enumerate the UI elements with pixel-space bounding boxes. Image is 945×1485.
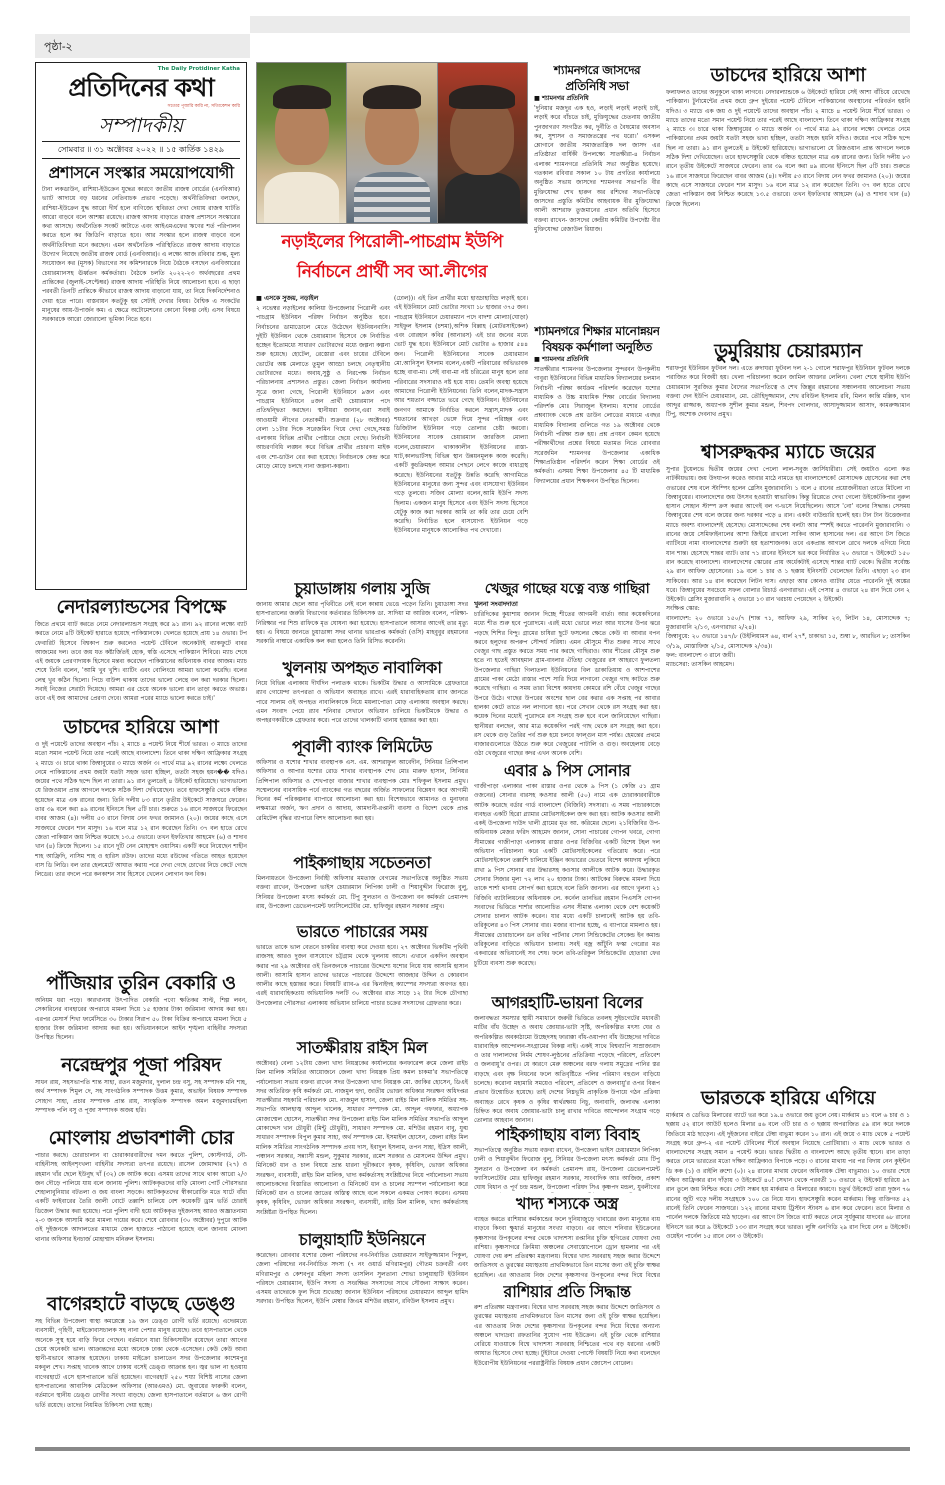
story-headline: রাশিয়ার প্রতি সিদ্ধান্ত — [503, 1282, 631, 1301]
story-headline: খেজুর গাছের যত্নে ব্যস্ত গাছিরা — [484, 581, 650, 597]
story-headline: বাগেরহাটে বাড়ছে ডেঙ্গু — [46, 1293, 236, 1315]
candidate-photo — [438, 63, 527, 223]
story-headline: পাইকগাছায় সচেতনতা — [293, 853, 431, 872]
story-body: ও দুই পয়েন্টে তাদের অবস্থান পাঁচ। ২ ম্যাচে ৪ পয়েন্ট নিয়ে শীর্ষে ভারত। ৩ ম্যাচে তাদের মতো সমান পয়েন্ট নিয়ে তার পরেই আছে বাংলাদেশ। তিনে থাকা দক্ষিণ আফ্রিকার সংগ্রহ ২ ম্যাচে ৩। চারে থাকা জিম্বাবুয়ের ৩ ম্যাচে অর্জন ৩। পার্থে মাত্র ৯২ রানের লক্ষ্যে খেলতে নেমে পাকিস্তানের প্রথম জয়টা যতটা সহজ ভাবা হচ্ছিল, ততটা সহজ হয়ন�� যদিও। জয়ের পথে সঠিক ছন্দে ছিল না তারা। ৯১ রান তুলতেই ৪ উইকেট হারিয়েছে। ভাগ্যভালো যে রিজওয়ান প্রান্ত আগলে দলকে সঠিক দিশা দেখিয়েছেন। তবে হাফসেঞ্চুরি থেকে বঞ্চিত হয়েছেন মাত্র এক রানের জন্য। তিনি দলীয় ৮৩ রানে তৃতীয় উইকেটে সাজঘরে ফেরেন। তার ৩৯ বলে করা ৪৯ রানের ইনিংসে ছিল ৫টি চার। শুরুতে ১৬ রানে সাজঘরে ফিরেছেন বাবর আজম (৪)। দলীয় ৫৩ রানে বিদায় নেন ফখর জামানও (২০)। জয়ের কাছে এসে সাজঘরে ফেরেন শান মাসুদ। ১৬ বলে মাত্র ১২ রান করেছেন তিনি। ৩৭ বল হাতে রেখে জেতা পাকিস্তান জয় নিশ্চিত করেছে ১৩.৫ ওভারে। তখন ইফতিখার আহমেদ (৬) ও শাদাব খান (৪) ক্রিজে ছিলেন। ১৫ রানে দুটি নেন মোহাম্মদ ওয়াসিম। একটি করে নিয়েছেন শাহীন শাহ আফ্রিদি, নাসিম শাহ ও হারিস রউফ। তাদের মধ্যে রউফের গতিতে আহত হয়েছেন বাস ডি লিডি। বল তার হেলমেটে আঘাত করায় পরে দেখা গেছে চোখের নিচে কেটে গেছে লিডের। তার বদলে পরে কনকাশন সাব হিসেবে খেলেন লোগান ফন বিক। — [35, 741, 247, 879]
candidate-photo — [257, 63, 346, 223]
story-body: রুশ প্রতিরক্ষা মন্ত্রণালয়। বিশ্বের খাদ্য সরবরাহ সহজ করার উদ্দেশে জাতিসংঘ ও তুরস্কের মধ্যস্থতায় প্রাথমিকভাবে তিন মাসের জন্য ওই চুক্তি স্বাক্ষর হয়েছিল। এর আওতায় নিজ দেশের কৃষ্ণসাগর উপকূলের বন্দর দিয়ে বিশ্বের অন্যান্য অঞ্চলে খাদ্যদ্রব্য রফতানির সুযোগ পায় ইউক্রেন। এই চুক্তি থেকে রাশিয়ার বেরিয়ে যাওয়াকে বিশ্বে খাদ্যশস্য সরবরাহ নিশ্চিতের পথে বড় ধরনের একটি আঘাত হিসেবে দেখা হচ্ছে। টুইটারে দেওয়া পোস্টে বিষয়টি নিয়ে কথা বলেছেন ইউরোপীয় ইউনিয়নের পররাষ্ট্রনীতি বিষয়ক প্রধান জোসেপ বোরেল। — [474, 1304, 660, 1367]
dateline: সোমবার ॥ ৩১ অক্টোবর ২০২২ ॥ ১৫ কার্তিক ১৪২৯ — [42, 141, 240, 159]
story-body: সাতক্ষীরার শ্যামনগর উপজেলার সুন্দরবন উপকূলীয় গাবুরা ইউনিয়নের বিভিন্ন মাধ্যমিক বিদ্যালয়ের চলমান নির্বাচনী পরিক্ষা কার্যক্রম পরিদর্শন করেছেন যশোর মাধ্যমিক ও উচ্চ মাধ্যমিক শিক্ষা বোর্ডের বিদ্যালয় পরিদর্শক মোঃ সিরাজুল ইসলাম। যশোর বোর্ডের প্রশ্নব্যাংক থেকে প্রশ্ন ডাউন লোডের মাধ্যমে এবছর মাধ্যমিক বিদ্যালয় গুলিতে গত ১৯ অক্টোবর থেকে নির্বাচনী পরিক্ষা শুরু হয়। প্রশ্ন প্রণয়ন কেমন হয়েছে পরীক্ষার্থীদের প্রশ্নের বিষয়ে মতামত নিতে রোববার সরেজমিন শ্যামনগর উপজেলার একাধিক শিক্ষাপ্রতিষ্ঠান পরিদর্শন করেন শিক্ষা বোর্ডের ওই কর্মকর্তা। এসময় শিক্ষা উপজেলার ৪৫ টি মাধ্যমিক বিদ্যালয়ের প্রধান শিক্ষকগন উপস্থিত ছিলেন। — [534, 366, 660, 485]
lead-photos — [256, 62, 528, 224]
masthead-tagline: সত্যের পূজারি কারি না, সত্যিকেশন কারি — [167, 104, 240, 109]
story — [256, 736, 468, 852]
story-headline: আগরহাটি-ভায়না বিলের — [491, 993, 643, 1012]
mid-right-column — [474, 578, 660, 1446]
story-byline: খুলনা সংবাদদাতা — [474, 601, 518, 608]
narrow-column — [534, 62, 660, 572]
story-body: 'দুনিয়ার মজদুর এক হও, লড়াই লড়াই লড়াই চাই, লড়াই করে বাঁচতে চাই, মুক্তিযুদ্ধের চেতনায় জাতীয় পুনজাগরণ সংগঠিত কর, দুর্নীতি ও বৈষম্যের অবসান কর, সুশাসন ও সমাজতন্ত্রের পথ ধরো।' এসকল শ্লোগানে জাতীয় সমাজতান্ত্রিক দল জাসদ এর প্রতিষ্ঠাতা বার্ষিকী উপলক্ষ্যে সাতক্ষীরা-৪ নির্বাচন এলাকা শ্যামনগরে প্রতিনিধি সভা অনুষ্ঠিত হয়েছে। গতকাল রবিবার সকাল ১০ টায় প্রগতির কার্যালয়ে অনুষ্ঠিত সভায় জাসদের শ্যামনগর সভাপতি বীর মুক্তিযোদ্ধা শেখ হারুন অর রশিদের সভাপতিত্বে জাসদের প্রস্তুতি কমিটির আহবায়ক বীর মুক্তিযোদ্ধা আলী আশরাফ তুজমানের প্রধান অতিথি হিসেবে বক্তব্য রাখেন- জাসদের কেন্দ্রীয় কমিটির উপদেষ্টা বীর মুক্তিযোদ্ধা রেজাউল রিয়াজ। — [534, 105, 660, 233]
story — [474, 1281, 660, 1369]
story — [474, 1124, 660, 1193]
story-body: পাচার করছে। চোরাচালান বা চোরাকারবারীদের দমন করতে পুলিশ, কোস্টগার্ড, নৌ-বাহিনীসহ আইনশৃংখলা বাহিনীর সদস্যরা তৎপর রয়েছে। রাসেল জোমাদ্দার (২৭) ও রহমান খাঁর ছেলে ইউনুছ খাঁ (৩২) কে আটক করে। এসময় তাদের সাথে থাকা আরো ২/৩ জন দৌড়ে পালিয়ে যায় বলে জানায় পুলিশ। আটককৃতদের বাড়ি মোংলা পোর্ট পৌরসভার শেহালাবুনিয়ার বটতলা ও জয় বাংলা সড়কে। আটককৃতদের স্বীকারোক্তি মতে ঘাটে বাঁধা একটি ফাইবারের তৈরি জালী বোটে তল্লাশি চালিয়ে বেশ কয়েকটি ড্রাম ভর্তি চোরাই ডিজেল উদ্ধার করা হয়েছে। পরে পুলিশ বাদী হয়ে আটককৃত দুইজনসহ আরও অজ্ঞাতনামা ২-৩ জনকে আসামি করে মামলা দায়ের করে। শেষে রোববার (৩০ অক্টোবর) দুপুরে আটক ওই দুইজনকে আদালতের মাধ্যমে জেল হাজতে পাঠানো হয়েছে বলে জানায় মোংলা থানার অফিসার ইনচার্জ মোহাম্মাদ মনিরুল ইসলাম। — [35, 1152, 247, 1243]
story-body: চারিদিকের কুয়াশায় জানান দিচ্ছে শীতের আগমনী বার্তা। আর কয়েকদিনের মধ্যে শীত শুরু হবে পুরোদমে। এরই মধ্যে ভোরে লতা আর ঘাসের উপর ঝরে পড়ছে শিশির বিন্দু। গ্রামের চাষিরা ছুটে ফসলের ক্ষেতে কেউ বা আবার বপন করবে হলুদের অপরুপ সৌন্দর্য সরিষা। এমন মৌসুমে শীত শুরুর সাথে সাথে খেজুর গাছ প্রস্তুত করতে সময় পার করছে গাছিরাও। আর শীতের মৌসুম শুরু হতে না হতেই আবহমান গ্রাম-বাংলার ঐতিহ্য খেজুরের রস আহরণে ফুলতলা উপজেলার গাছিরা গিলাতলা ইউনিয়নের বিল ডাকাতিয়ায় ও আশপাশের গ্রামের পাকা মেঠো রাস্তার পাশে সারি দিয়ে লাগানো খেজুর গাছ কাটতে শুরু করেছে গাছিরা। এ সময় তারা বিশেষ কায়দায় কোমরে রশি বেঁধে খেজুর গাছের উপরে উঠে। গাছের উপরের অংশের ছাল বের করার এক সপ্তাহ পর আবার হালকা কেটে তাতে নল লাগানো হয়। পরে সেখান থেকে রস সংগ্রহ করা হয়। কয়েক দিনের মধ্যেই পুরোদমে রস সংগ্রহ শুরু হবে বলে জানিয়েছেন গাছিরা। স্থানীয়রা বলছেন, আর মাত্র কয়েকদিন পরই গাছ থেকে রস সংগ্রহ করা হবে। রস থেকে গুড় তৈরির পর্ব শুরু হয়ে চলবে ফাল্গুন মাস পর্যন্ত। হেমন্তের প্রথমে বাজারগুলোতে উঠতে শুরু করে খেজুরের পাটালি ও গুড়। অবহেলায় বেড়ে ওঠা খেজুরের গাছের কদর এখন অনেক বেশি। — [474, 611, 660, 758]
story-body: জলাবদ্ধতা সমস্যার স্থায়ী সমাধানে জরুরী ভিত্তিতে তবলহ সুইচগেটের মধ্যবর্তী মাটির বাঁধ উচ্ছেদ ও অবাধ জোয়ার-ভাটা সৃষ্টি, অপরিকল্পিত মৎস্য ঘের ও অপরিকল্পিত অবকাঠামো উচ্ছেদসহ ফারাক্কা বাঁধ-ওয়াপদা বাঁধ উচ্ছেদের দাবিতে ধারাবাহিক আন্দোলন-সংগ্রামের বিকল্প নাই। একই সাথে বিশ্বব্যাপি সাম্রাজ্যবাদ ও তার দালালদের নির্মম শোষণ-লুণ্ঠনের প্রতিক্রিয়া পড়েছে পরিবেশ, প্রতিবেশ ও জলবায়ু'র ওপর। যে কারণে মেরু অঞ্চলের বরফ গলায় সমুদ্রের পানির স্তর বাড়ছে এবং বৃক্ষ নিধনের ফলে অতিবৃষ্টিতে পলির পরিমাণ বহুগুন বাড়িয়ে চলেছে। করোনা মহামারি সময়েও পরিবেশ, প্রতিবেশ ও জলবায়ু'র ওপর বিরূপ প্রভাব উন্মোচিত হয়েছে। তাই দেশের নিম্নভূমি প্রাকৃতিক উপায়ে গঠন প্রক্রিয়া অব্যাহত রেখে কৃষক ও কৃষির স্বার্থরক্ষায় নিচু, অনাবাদি, জলাবদ্ধ এলাকা চিহ্নিত করে অবাধ জোয়ার-ভাটা চালু রাখার দাবিতে আন্দোলন সংগ্রাম গড়ে তোলার আহবান জানান। — [474, 1015, 660, 1124]
masthead-title: প্রতিদিনের কথা — [68, 73, 214, 102]
story — [35, 1052, 247, 1125]
editorial-box — [35, 62, 247, 590]
story — [256, 1037, 468, 1229]
story — [35, 1125, 247, 1291]
story-body: মার্করাম ও ডেভিড মিলারের ব্যাটে ভর করে ১৯.৪ ওভারে জয় তুলে নেয়। মার্করাম ৪১ বলে ৬ চার ও ১ ছক্কায় ৫২ রানে আউট হলেও মিলার ৪৬ বলে ৩টি চার ও ৩ ছক্কায় অপরাজিত ৫৯ রান করে দলকে জিতিয়ে মাঠ ছাড়েন। এই দুইজনের বাইরে টেম্বা বাভুমা করেন ১০ রান। এই জয়ে ৩ ম্যাচ থেকে ৫ পয়েন্ট সংগ্রহ করে গ্রুপ-২ এর পয়েন্ট টেবিলের শীর্ষে অবস্থান নিয়েছে প্রোটিয়ারা। ৩ ম্যাচ থেকে ভারত ও বাংলাদেশের সংগ্রহ সমান ৪ পয়েন্ট করে। ভারত দ্বিতীয় ও বাংলাদেশ আছে তৃতীয় স্থানে। রান তাড়া করতে নেমে ভারতের মতো দক্ষিণ আফ্রিকাও বিপাকে পড়ে। ৩ রানের মাথায় পর পর বিদায় নেন কুইন্টন ডি কক (১) ও রাইলি রুশো (০)। ২৪ রানের মাথায় ফেরেন অধিনায়ক টেম্বা বাভুমাও। ১০ ওভার শেষে দক্ষিণ আফ্রিকার রান দাঁড়ায় ৩ উইকেটে ৪০! সেখান থেকে পরবর্তী ১০ ওভারে ২ উইকেট হারিয়ে ৯৭ রান তুলে জয় নিশ্চিত করে। সেটা সম্ভব হয় মার্করাম ও মিলারের কারণে। চতুর্থ উইকেটে তারা দুজন ৭৬ রানের জুটি গড়ে দলীয় সংগ্রহকে ১০০ তে নিয়ে যান। হাফসেঞ্চুরি করেন মার্করাম। কিন্তু ব্যক্তিগত ৫২ রানেই তিনি ফেরেন সাজঘরে। ১২২ রানের মাথায় ট্রিস্টান স্টাবস ৬ রান করে ফেরেন। তবে মিলার ও পার্নেল দলকে জিতিয়ে মাঠ ছাড়েন। এর আগে টস জিতে ব্যাট করতে নেমে সূর্যকুমার যাদবের ৬৮ রানের ইনিংসে ভর করে ৯ উইকেটে ১৩৩ রান সংগ্রহ করে ভারত। লুঙ্গি এনগিডি ২৯ রান দিয়ে নেন ৪ উইকেট। ওয়েইন পার্নেল ১৫ রানে নেন ৩ উইকেট। — [666, 1112, 910, 1240]
masthead — [36, 63, 246, 111]
story-headline: ভারতে পাচারের সময় — [296, 922, 428, 941]
story — [256, 578, 468, 657]
mid-left-column — [256, 578, 468, 1446]
story-headline: ভারতকে হারিয়ে এগিয়ে — [701, 1087, 875, 1109]
story-body: করেছেন। রোববার যশোর জেলা পরিষদের নব-নির্বাচিত চেয়ারম্যান সাইফুজ্জামান পিকুল, জেলা পরিষদের নব-নির্বাচিত সদস্য (৭ নং ওয়ার্ড মণিরামপুর) গৌতম চক্রবর্তী এবং মণিরামপুর ও কেশবপুর মহিলা সদস্য তাসলিন সুলতানা শোভা চালুয়াহাটি ইউনিয়ন পরিষদে চেয়ারম্যান, ইউপি সদস্য ও সংরক্ষিত সদস্যদের সাথে সৌজন্য সাক্ষাৎ করেন। এসময় তাদেরকে ফুল দিয়ে শুভেচ্ছা জানান ইউনিয়ন পরিষদের চেয়ারম্যান আব্দুল হামিদ সরদার। উপস্থিত ছিলেন, ইউপি মেম্বার জিএম মশিউর রহমান, রবিউল ইসলাম প্রমুখ। — [256, 1252, 468, 1306]
story — [256, 1229, 468, 1317]
story-body: জানায় আমার ছেলে আর পৃথিবীতে নেই বলে কান্নায় ভেঙে পড়েন তিনি। চুয়াডাঙ্গা সদর হাসপাতালের জরুরি বিভাগের কর্তব্যরত চিকিৎসক ডা. সাদিয়া মা আরিজ বলেন, পরিক্ষা-নিরিক্ষার পর শিশু রাফিকে মৃত ঘোষনা করা হয়েছে। হাসপাতালে আসার আগেই তার মৃত্যু হয়। এ বিষয়ে জানতে চুয়াডাঙ্গা সদর থানার ভারপ্রাপ্ত কর্মকর্তা (ওসি) মাহবুবুর রহমানের সরকারি নাম্বারে একাধিক কল করা হলেও তিনি রিসিভ করেননি। — [256, 601, 468, 646]
left-column — [35, 594, 247, 1446]
story-headline: নরেন্দ্রপুর পূজা পরিষদ — [61, 1054, 221, 1076]
lead-body-right — [394, 294, 528, 574]
editorial-body: টানা লকডাউন, রাশিয়া-ইউক্রেন যুদ্ধের কারণে জাতীয় রাজস্ব বোর্ডের (এনবিআর) ভ্যাট আদায়ে বড় ধরনের নেতিবাচক প্রভাব পড়েছে। অর্থনীতিবিদরা বলছেন, রাশিয়া-ইউক্রেন যুদ্ধ আরো দীর্ঘ হলে বাণিজ্যে স্থবিরতা দেখা দেয়ায় রাজস্ব ঘাটতি আরো বাড়বে বলে আশঙ্কা রয়েছে। রাজস্ব আদায় বাড়াতে রাজস্ব প্রশাসনে সংস্কারের কথা আসছে। অর্থনৈতিক সংকট কাটাতে এবং আইএমএফের ঋণের শর্ত পরিপালন করতে হলে কর জিডিপি বাড়াতে হবে। আর সংস্কার হলে রাজস্ব বাড়বে বলে অর্থনীতিবিদরা মনে করছেন। এমন অর্থনৈতিক পরিস্থিতিতে রাজস্ব আদায় বাড়াতে উদ্যোগ নিয়েছে জাতীয় রাজস্ব বোর্ড (এনবিআর)। এ লক্ষ্যে আজ রবিবার শুল্ক, মূল্য সংযোজন কর (মূসক) বিভাগের সব কমিশনারকে নিয়ে বৈঠকে বসছেন এনবিআরের চেয়ারম্যানসহ ঊর্ধ্বতন কর্মকর্তারা। বৈঠকে চলতি ২০২২-২৩ অর্থবছরের প্রথম প্রান্তিকের (জুলাই-সেপ্টেম্বর) রাজস্ব আদায় পরিস্থিতি নিয়ে আলোচনা হবে। এ ছাড়া পরবর্তী তিনটি প্রান্তিকে কীভাবে রাজস্ব আদায় বাড়ানো যায়, তা নিয়ে দিকনির্দেশনাও দেয়া হতে পারে। বাস্তবায়ন কতটুকু হয় সেটাই দেখার বিষয়। বৈশ্বিক এ সংকটের মানুষের আয়-উপার্জন কম। এ ক্ষেত্রে অটোমেশনের কোনো বিকল্প নেই। এসব বিষয়ে সরকারকে আরো জোরালো ভূমিকা নিতে হবে। — [42, 186, 240, 324]
masthead-english-title: The Daily Protidiner Katha — [157, 66, 240, 72]
story — [666, 1085, 910, 1421]
story — [35, 1291, 247, 1446]
story — [666, 62, 910, 338]
story-headline: চুয়াডাঙ্গায় গলায় সুজি — [294, 579, 430, 598]
story-headline: খুলনায় অপহৃত নাবালিকা — [282, 658, 442, 677]
candidate-photo — [347, 63, 436, 223]
story — [35, 714, 247, 970]
lead-byline: ■ এসকে সুজয়, নড়াইল — [256, 295, 319, 302]
story — [474, 578, 660, 760]
page-number: পৃষ্ঠা-২ — [44, 40, 73, 53]
story — [35, 970, 247, 1052]
story-body: সভাপতিত্বে অনুষ্ঠিত সভায় বক্তব্য রাখেন, উপজেলা ভাইস চেয়ারম্যান লিপিকা ঢালী ও শিয়াবুদ্দীন ফিরোজ বুলু, সিনিয়র উপজেলা মৎস্য কর্মকর্তা মোঃ টিপু সুলতান ও উপজেলা বন কর্মকর্তা প্রেমানন্দ রায়, উপজেলা ডেভেলপমেন্ট ফ্যাসিলেটেটর মোঃ হাফিজুর রহমান সরকার, সাংবাদিক আঃ আজিজ, প্রকাশ ঘোষ বিধান ও পূর্ণ চন্দ্র মন্ডল, উপজেলা পরিষদ সিএ কৃষ্ণপদ মন্ডল, যুবলীগের — [474, 1147, 660, 1192]
story — [35, 594, 247, 714]
bottom-rule — [35, 1447, 910, 1451]
story-body: শরাফপুর ইউনিয়ন ফুটবল দল। এতে রুদাঘরা ফুটবল দল ২-১ গোলে শরাফপুর ইউনিয়ন ফুটবল দলকে পরাজিত করে বিজয়ী হয়। খেলা পরিচালনা করেন জামিল আক্তার লেলিন। খেলা শেষে স্থানীয় ইউপি চেয়ারম্যান সুরজিত কুমার বৈদ্যের সভাপতিত্বে ও শেখ জিল্লুর রহমানের সঞ্চালনায় আলোচনা সভায় বক্তব্য দেন ইউপি চেয়ারম্যান, মো. তৌহিদুজ্জামান, শেখ রবিউল ইসলাম রবি, মিলন কান্তি মল্লিক, খান আব্দুর রাজ্জাক, অধ্যাপক সুশীল কুমার মন্ডল, শিবপদ গোলদার, আসাদুজ্জামান আসাদ, কামরুজ্জামান টিপু, অশোক দেবনাথ প্রমুখ। — [666, 365, 910, 419]
story-body: জিতে প্রথমে ব্যাট করতে নেমে নেদারল্যান্ডস সংগ্রহ করে ৯১ রান। ৯২ রানের লক্ষ্যে ব্যাট করতে নেমে ৪টি উইকেট হারাতে হয়েছে পাকিস্তানকে। খেলতে হয়েছে প্রায় ১৪ ওভার। টপ ফেবারিট হিসেবে বিশ্বকাপ শুরু করলেও পয়েন্ট টেবিলে অনেকটাই ব্যাকফুটে বাবর আজমের দল। তবে জয় যত কষ্টার্জিতই হোক, স্বস্তি এসেছে পাকিস্তান শিবিরে। ম্যাচ শেষে এই জয়কে প্রেরণাদায়ক হিসেবে মন্তব্য করেছেন পাকিস্তানের অধিনায়ক বাবর আজম। ম্যাচ শেষে তিনি বলেন, 'আমি খুব খুশি। ব্যাটিং এবং বোলিংয়ে আমরা ভালো করেছি। বলের লেন্থ খুব কঠিন ছিলো। পিচে বাউন্স থাকায় তাদের ভালো লেন্থে বল করা দরকার ছিলো। সবাই নিজের সেরাটা দিয়েছে। আমরা এর চেয়ে অনেক ভালো রান তাড়া করতে অভ্যস্ত। তবে এই জয় আমাদের প্রেরণা দেবে। আমরা পরের ম্যাচে ভালো করতে চাই।' — [35, 621, 247, 703]
story — [666, 338, 910, 439]
story-body: মিলনায়তনে উপজেলা নির্বাহী অফিসার মমতাজ বেগমের সভাপতিত্বে অনুষ্ঠিত সভায় বক্তব্য রাখেন, উপজেলা ভাইস চেয়ারম্যান লিপিকা ঢালী ও শিয়াবুদ্দীন ফিরোজ বুলু, সিনিয়র উপজেলা মৎস্য কর্মকর্তা মো. টিপু সুলতান ও উপজেলা বন কর্মকর্তা প্রেমানন্দ রায়, উপজেলা ডেভেলপমেন্ট ফ্যাসিলেটেটর মো. হাফিজুর রহমান সরকার প্রমুখ। — [256, 875, 468, 910]
story-headline: শ্যামনগরে শিক্ষার মানোন্নয়ন বিষয়ক কর্মশালা অনুষ্ঠিত — [534, 324, 660, 354]
story-headline: মোংলায় প্রভাবশালী চোর — [48, 1127, 234, 1149]
story-headline: এবার ৯ পিস সোনার — [503, 761, 631, 780]
story — [474, 1193, 660, 1281]
story-body: অফিসার ও যশোর শাখার ব্যবস্থাপক এস. এম. আশরাফুল আবেদীন, সিনিয়র প্রিন্সিপাল অফিসার ও আপার যশোর রোড শাখার ব্যবস্থাপক শেখ মোঃ মারুফ হাসান, সিনিয়র প্রিন্সিপাল অফিসার ও শেখপাড়া বাজার শাখার ব্যবস্থাপক মোঃ শফিকুল ইসলাম প্রমুখ। সম্মেলনের ব্যবসায়িক পর্বে ব্যাংকের গত বছরের অর্জিত সাফল্যের বিশ্লেষণ করে আগামী দিনের কর্ম পরিকল্পনার ব্যাপারে আলোচনা করা হয়। বিশেষভাবে আমানত ও মুনাফার লক্ষমাত্রা অর্জন, ঋণ প্রদান ও আদায়, আমদানী-রপ্তানী ব্যবসা ও বিদেশ থেকে প্রাপ্ত রেমিটেন্স বৃদ্ধির ব্যাপারে বিশদ আলোচনা করা হয়। — [256, 759, 468, 822]
story — [474, 992, 660, 1124]
story-body: গাজীপাড়া এলাকার পাকা রাস্তার ওপর থেকে ৯ পিস (১ কেজি ৫১ গ্রাম ওজনের) সোনার বারসহ কওসার আলী (৫০) নামে এক চোরাকারবারীকে আটক করেছে বর্ডার গার্ড বাংলাদেশ (বিজিবি) সদস্যরা। এ সময় পাচারকাজে ব্যবহৃত একটি হিরো গ্ল্যামার মোটরসাইকেল জব্দ করা হয়। আটক কওসার আলী একই উপজেলা দাউদ খালী গ্রামের মৃত আ. করিমের ছেলে। ২১বিজিবির উপ-অধিনায়ক মেজর ফরিদ আহমেদ জানান, সোনা পাচারের গোপন খবরে, গোগা সীমান্তের গাজীপাড়া এলাকায় রাস্তার ওপর বিজিবির একটি বিশেষ টহল দল অভিযান পরিচালনা করে একটি মোটরসাইকেলের গতিরোধ করে। পরে মোটরসাইকেলে তল্লাশি চালিয়ে ইঞ্জিন কাভারের ভেতরে বিশেষ কায়দায় লুকিয়ে রাখা ৯ পিস সোনার বার উদ্ধারসহ কওসার আলীকে আটক করে। উদ্ধারকৃত সোনার সিজার মূল্য ৭২ লাখ ২০ হাজার টাকা। আটকের বিরুদ্ধে মামলা দিয়ে তাকে শার্শা থানায় সোপর্দ করা হয়েছে বলে তিনি জানান। এর আগে খুলনা ২১ বিজিবি ব্যাটালিয়নের অধিনায়ক লে. কর্নেল তানভির রহমান পিএসসি গোপন সংবাদের ভিত্তিতে শার্শার আলোচিত এসব সীমান্ত এলাকা থেকে বেশ কয়েকটি সোনার চালান আটক করেন। যার মধ্যে একটি চালানেই আটক হয় তবি-তরিকুলের ৪৩ পিস সোনার বার। মজার ব্যাপার হচ্ছে, এ ব্যাপারে মামলাও হয়। সীমান্তের চোরাচালেন ডন তবির পার্টনার সোনা সিন্ডিকেটের সেকেন্ড ইন কমান্ড তরিকুলের বাড়িতে অভিযান চালায়। সবই বজ্র আঁটুনি ফস্কা গেরোর মত একবারের অভিযানেই সব শেষ। ফলে তবি-তরিকুল সিন্ডিকেটের হোতারা ফের চুটিয়ে ব্যবসা শুরু করেছে। — [474, 783, 660, 967]
story-body: সাধন রায়, সহসভাপতি শান্ত সাহা, রতন মজুমদার, দুলাল চন্দ্র বসু, সহ সম্পাদক মনি শাহ, অর্থ সম্পাদক শিমুল দে, সহ সাংগঠনিক সম্পাদক উত্তম কুমার, অভাইন বিষয়ক সম্পাদক সোহাগ সাহা, প্রচার সম্পাদক প্রান্ত রায়, সাংস্কৃতিক সম্পাদক অমল মজুমদারমহিলা সম্পাদক পলি বসু ও পূজা সম্পাদক অজয় হরি। — [35, 1079, 247, 1114]
page-top-bar — [250, 16, 910, 33]
right-column — [666, 62, 910, 1446]
story-body: সহ বিভিন্ন উপজেলা স্বাস্থ্য কমপ্লেক্সে ১৯ জন ডেঙ্গু রোগী ভর্তি রয়েছে। এদেরমধ্যে ব্যবসায়ী, গৃহিণী, মাইক্রোবাসচালক সহ নানা পেশার মানুষ রয়েছে। তবে হাসপাতালে থেকে অনেকে সুস্থ হয়ে বাড়ি ফিরে গেছেন। বর্তমানে যারা চিকিৎসাধীন রয়েছেন তারা আগের চেয়ে অনেকটা ভাল। আক্রান্তদের মধ্যে অনেকে ঢাকা থেকে এসেছেন। কেউ কেউ আবা স্থানী-য়ভাবে আক্রান্ত হয়েছেন। ঢাকায় মাইক্রো চালাতেন সদর উপজেলার কাশেমপুর মকবুল শেখ। সপ্তাহ খানেক আগে ঢাকায় বসেই ডেঙ্গু আক্রান্ত হন। জ্বর ভাল না হওয়ায় বাগেরহাটে এসে হাসপাতালে ভর্তি হয়েছেন। বাগেরহাট ২৫০ শয্যা বিশিষ্ট নাসের জেলা হাসপাতালের আবাসিক মেডিকেল অফিসার (আরএমও) মো. জুবায়ের ফারুকী বলেন, বর্তমানে স্থানীয় ডেঙ্গু রোগীর সংখ্যা বাড়ছে। জেলা হাসপাতালে বর্তমানে ৬ জন রোগী ভর্তি রয়েছে। তাদের নিয়মিত চিকিৎসা দেয়া হচ্ছে। — [35, 1318, 247, 1409]
story — [534, 323, 660, 565]
story — [256, 852, 468, 921]
story — [534, 62, 660, 319]
story-headline: শ্যামনগরে জাসদের প্রতিনিধি সভা — [553, 63, 641, 93]
story-headline: নেদারল্যান্ডসের বিপক্ষে — [56, 596, 226, 618]
story-headline: পাইকগাছায় বাল্য বিবাহ — [494, 1125, 640, 1144]
story-byline: ■ শ্যামনগর প্রতিনিধি — [534, 356, 589, 363]
story-body: ফলাফলও তাদের অনুকূলে থাকা লাগবে। নেদারল্যান্ডকে ৬ উইকেটে হারিয়ে সেই আশা বাঁচিয়ে রেখেছে পাকিস্তান। টুর্নামেন্টের প্রথম জয়ে গ্রুপ দুইয়ের পয়েন্ট টেবিলে পাকিস্তানের অবস্থানের পরিবর্তন হয়নি যদিও। ৩ ম্যাচে এক জয় ও দুই পয়েন্টে তাদের অবস্থান পাঁচ। ২ ম্যাচে ৪ পয়েন্ট নিয়ে শীর্ষে ভারত। ৩ ম্যাচে তাদের মতো সমান পয়েন্ট নিয়ে তার পরেই আছে বাংলাদেশ। তিনে থাকা দক্ষিণ আফ্রিকার সংগ্রহ ২ ম্যাচে ৩। চারে থাকা জিম্বাবুয়ের ৩ ম্যাচে অর্জন ৩। পার্থে মাত্র ৯২ রানের লক্ষ্যে খেলতে নেমে পাকিস্তানের প্রথম জয়টা যতটা সহজ ভাবা হচ্ছিল, ততটা সহজ হয়নি যদিও। জয়ের পথে সঠিক ছন্দে ছিল না তারা। ৯১ রান তুলতেই ৪ উইকেট হারিয়েছে। ভাগ্যভালো যে রিজওয়ান প্রান্ত আগলে দলকে সঠিক দিশা দেখিয়েছেন। তবে হাফসেঞ্চুরি থেকে বঞ্চিত হয়েছেন মাত্র এক রানের জন্য। তিনি দলীয় ৮৩ রানে তৃতীয় উইকেটে সাজঘরে ফেরেন। তার ৩৯ বলে করা ৪৯ রানের ইনিংসে ছিল ৫টি চার। শুরুতে ১৬ রানে সাজঘরে ফিরেছেন বাবর আজম (৪)। দলীয় ৫৩ রানে বিদায় নেন ফখর জামানও (২০)। জয়ের কাছে এসে সাজঘরে ফেরেন শান মাসুদ। ১৬ বলে মাত্র ১২ রান করেছেন তিনি। ৩৭ বল হাতে রেখে জেতা পাকিস্তান জয় নিশ্চিত করেছে ১৩.৫ ওভারে। তখন ইফতিখার আহমেদ (৬) ও শাদাব খান (৪) ক্রিজে ছিলেন। — [666, 89, 910, 208]
story-body: অক্টোবর) বেলা ১২টায় জেলা খাদ্য নিয়ন্ত্রকের কার্যালয়ের কনফারেন্স রুমে জেলা রাইচ মিল মালিক সমিতির আয়োজনে জেলা খাদ্য নিয়ন্ত্রক প্রিয় কমল চাকমা'র সভাপতিত্বে পর্যালোচনা সভায় বক্তব্য রাখেন সদর উপজেলা খাদ্য নিয়ন্ত্রক মো. জাকির হোসেন, ডিএই সদর অতিরিক্ত কৃষি কর্মকর্তা মো. নাজমুল হুদা, জাতীয় ভোক্তা অধিকার সংরক্ষণ অধিদপ্তর সাতক্ষীরার সহকারি পরিচালক মো. নাজমুল হাসান, জেলা রাইচ মিল মালিক সমিতির সহ-সভাপতি আলহাজ্ব আব্দুল খালেক, সাধারণ সম্পাদক মো. আব্দুল গফফার, অধ্যাপক মোজাম্মেল হোসেন, সাতক্ষীরা সদর উপজেলা রাইচ মিল মালিক সমিতির সভাপতি আব্দুল মোকাদ্দেস খান চৌধুরী (মিন্টু চৌধুরী), সাধারণ সম্পাদক মো. মশিউর রহমান বাবু, যুগ্ম সাধারণ সম্পাদক বিপুল কুমার সাহা, অর্থ সম্পাদক মো. ইসমাইল হোসেন, জেলা রাইচ মিল মালিক সমিতির সাংগঠনিক সম্পাদক প্রণয় দাস, ইবাদুল ইসলাম, তপন সাহা, ইদ্রিস আলী, পঞ্চানন সরকার, সন্ন্যাসী মন্ডল, সুকুমার সরকার, রমেশ সরকার ও মোসলেম উদ্দিন প্রমুখ। মিনিকেট ধান ও চাল বিষয়ে ভ্রান্ত ধারনা দূরীকরণে কৃষক, কৃষিবিদ, ভোক্তা অধিকার সংরক্ষণ, ব্যবসায়ী, রাইচ মিল মালিক, খাদ্য কর্মকর্তাসহ সংশ্লিষ্টদের নিয়ে পর্যালোচনা সভায় আলোচকদের বিস্তারিত আলোচনা ও মিনিকেট ধান ও চালের স্যাম্পল পর্যালোচনা করে মিনিকেট ধান ও চালের জাতের অস্তিত্ব আছে বলে সকলে একমত পোষণ করেন। এসময় কৃষক, কৃষিবিদ, ভোক্তা অধিকার সংরক্ষণ, ব্যবসায়ী, রাইচ মিল মালিক, খাদ্য কর্মকর্তাসহ সংশ্লিষ্টরা উপস্থিত ছিলেন। — [256, 1060, 468, 1216]
story-headline: পূবালী ব্যাংক লিমিটেড — [292, 737, 432, 756]
story-headline: ডুমুরিয়ায় চেয়ারম্যান — [714, 340, 862, 362]
story-headline: চালুয়াহাটি ইউনিয়নে — [299, 1230, 425, 1249]
story-headline: ডাচদের হারিয়ে আশা — [710, 64, 866, 86]
lead-body-left — [256, 294, 390, 574]
story-headline: সাতক্ষীরায় রাইস মিল — [296, 1038, 428, 1057]
story-byline: ■ শ্যামনগর প্রতিনিধি — [534, 95, 589, 102]
story — [256, 921, 468, 1037]
story — [256, 657, 468, 736]
story-body: ভারতে তাকে ভাল বেতনে চাকরির ব্যবস্থা করে দেওয়া হবে। ২৭ অক্টোবর ভিকটিম পৃথিবী রাজসহ আরও দুজন বাসযোগে চট্টগ্রাম থেকে খুলনায় আসে। এখানে একদিন অবস্থান করার পর ২৯ অক্টোবর ওই তিনজনকে পাচারের উদ্দেশ্যে যশোর নিয়ে যায় আসামি হাসান আলী। আসামি হাসান তাদের ভারতে পাচারের উদ্দেশ্যে আজহার উদ্দিন ও কোরবান আলীর কাছে হস্তান্তর করে। বিষয়টি র‌্যাব-৬ এর ঝিনাইদহ ক্যাম্পের সদস্যরা অবগত হয়। এরই ধারাবাহিকতায় অভিযানিক দলটি ৩০ অক্টোবর রাত সাড়ে ১২ টার দিকে চৌগাছা উপজেলার পৌরসভা এলাকায় অভিযান চালিয়ে পাচার চক্রের সদস্যদের গ্রেফতার করে। — [256, 944, 468, 1007]
lead-headline: নড়াইলের পিরোলী-পাচগ্রাম ইউপি নির্বাচনে প্রার্থী সব আ.লীগের — [281, 232, 503, 282]
story-body: সুপার টুয়েলভে দ্বিতীয় জয়ের দেখা পেলো লাল-সবুজ জার্সিধারীরা। সেই জয়টাও এলো কত নাটকীয়ভায়। জয় উদযাপন করেও আবার মাঠে নামতে হয় বাংলাদেশকে! মোসাদ্দেক হোসেনের করা শেষ ওভারের শেষ বলে স্টাম্পিং হলেন ব্লেসিং মুজারাবানি। ১ বলে ৫ রানের প্রয়োজনীয়তা তাতে মিটলো না জিম্বাবুয়ের। বাংলাদেশের জয় উৎসব হওয়াটা স্বাভাবিক। কিন্তু রিপ্লেতে দেখা গেলো উইকেটকিপার নুরুল হাসান সোহান স্টাম্প ক্রস করার আগেই বল গ-ভসে নিয়েছিলেন। আসে 'নো' বলের সিদ্ধান্ত। সেসময় জিম্বাবুয়ের শেষ বলে জয়ের জন্য দরকার পড়ে ৪ রান। একটা বাউন্ডারি হলেই হয়। টান টান উত্তেজনার ম্যাচে অবশ্য বাংলাদেশই হেসেছে। মোসাদ্দেকের শেষ বলটা আর স্পর্শই করতে পারেননি মুজারাবানি। ৩ রানের জয়ে সেমিফাইনালের আশা জিইয়ে রাখলো সাকিব আল হাসানের দল। এর আগে টস জিতে ব্যাটিংয়ে নামা বাংলাদেশের শুরুটা হয় হতাশাজনক। তবে একপ্রান্ত আগলে রেখে দলকে এগিয়ে নিয়ে যান শান্ত। হেসেছে শান্তর ব্যাট। তার ৭১ রানের ইনিংসে ভর করে নির্ধারিত ২০ ওভারে ৭ উইকেটে ১৫০ রান করেছে বাংলাদেশ। বাংলাদেশের স্কোরের প্রায় অর্ধেকটাই এসেছে শান্তর ব্যাট থেকে। দ্বিতীয় সর্বোচ্চ ২৯ রান আফিফ হোসেনের। ১৯ বলে ১ চার ও ১ ছক্কায় ইনিংসটি খেলেছেন তিনি। এছাড়া ২৩ রান সাকিবের। আর ১৪ রান করেছেন লিটন দাস। এছাড়া আর কোনও ব্যাটার যেতে পারেননি দুই অঙ্কের ঘরে। জিম্বাবুয়ের সবচেয়ে সফল বোলার রিচার্ড এনগারাভা। এই পেসার ৪ ওভারে ২৪ রান দিয়ে নেন ২ উইকেট। ব্লেসিং মুজারাবানি ২ ওভারে ১৩ রান খরচায় পেয়েছেন ২ উইকেট। সংক্ষিপ্ত স্কোর: বাংলাদেশ: ২০ ওভারে ১৫০/৭ (শান্ত ৭১, আফিফ ২৯, সাকিব ২৩, লিটন ১৪, মোসাদ্দেক ৭; মুজারাবানি ২/১৩, এনগারাভা ২/২৪)। জিম্বাবুয়ে: ২০ ওভারে ১৪৭/৮ (উইলিয়ামস ৬৪, বার্ল ২৭*, চাকাভা ১৫, শুম্বা ৮, আরভিন ৮; তাসকিন ৩/১৯, মোস্তাফিজ ২/১৫, মোসাদ্দেক ২/৩৪)। ফল: বাংলাদেশ ৩ রানে জয়ী। ম্যাচসেরা: তাসকিন আহমেদ। — [666, 466, 910, 669]
story — [474, 760, 660, 992]
story-headline: শ্বাসরুদ্ধকর ম্যাচে জয়ের — [701, 441, 875, 463]
story-body: নিয়ে বিভিন্ন এলাকায় দীর্ঘদিন পলাতক থাকে। ভিকটিম উদ্ধার ও আসামিকে গ্রেফতারে র‌্যাব গোয়েন্দা তৎপরতা ও অভিযান অব্যাহত রাখে। এরই ধারাবাহিকতায় র‌্যাব জানতে পারে সালাম ওই অপহৃত নাবালিকাকে নিয়ে ময়লাপোতা মোড় এলাকায় অবস্থান করছে। এমন সংবাদ পেয়ে র‌্যাব শনিবার সেখানে অভিযান চালিয়ে ভিকটিমকে উদ্ধার ও অপহরণকারীকে গ্রেফতার করে। পরে তাদের খালকাটি থানায় হস্তান্তর করা হয়। — [256, 680, 468, 725]
editorial-headline: প্রশাসনে সংস্কার সময়োপযোগী — [48, 163, 234, 182]
section-title: সম্পাদকীয় — [98, 113, 184, 137]
story-headline: পাঁজিয়ার তুরিন বেকারি ও — [46, 972, 236, 994]
lead-text: ২ নভেম্বর নড়াইলের কালিয়া উপজেলার পিরোলী এবং পাচগ্রাম ইউনিয়ন পরিষদ নির্বাচন অনুষ্ঠিত হবে। নির্বাচনের ডামাডোলে মেতে উঠেছেন ইউনিয়নবাসি। দুইটি ইউনিয়ন থেকে চেয়ারম্যান হিসেবে কে নির্বাচিত হচ্ছেন ইতোমধ্যে সাধারণ ভোটারদের মধ্যে জল্পনা কল্পনা শুরু হয়েছে। হোটেল, রেস্তোরা এবং চায়ের টেবিলে ভোটের অঙ্ক মেলাতে তুমুল আড্ডা চলছে নেতৃস্থানীয় ভোটারদের মধ্যে। অবাধ,সুষ্ঠু ও নিরপেক্ষ নির্বাচন পরিচালনায় প্রশাসনও প্রস্তুত। জেলা নির্বাচন কার্যালয় সূত্রে জানা গেছে, পিরোলী ইউনিয়নে ৯জন এবং পাচগ্রাম ইউনিয়নে ৪জন প্রার্থী চেয়ারম্যান পদে প্রতিদ্বন্দ্বিতা করছেন। স্থানীয়রা জানান,এরা সবাই আওয়ামী লীগের নেতাকর্মী। শুক্রবার (২৮ অক্টোবর) বেলা ১১টার দিকে সরেজমিন গিয়ে দেখা গেছে,সমস্ত এলাকায় বিভিন্ন প্রার্থীর পোষ্টারে ছেয়ে গেছে। নির্বাচনী আচরণবিধি লঙ্ঘন করে বিভিন্ন প্রার্থীর প্রচারণা মাইক এবং শো-ডাউন বের করা হয়েছে। নির্বাচনকে কেন্দ্র করে মোড়ে মোড়ে চলছে নানা জল্পনা-কল্পনা। — [256, 305, 390, 471]
story — [666, 439, 910, 1085]
story-body: অনিয়ম ধরা পড়ে। কারখানায় উৎপাদিত বেকারি পণ্যে ক্ষতিকর সাল্ট, শিল্প লবন, সেকারিনের ব্যবহারের অপরাধে মামলা দিয়ে ১৫ হাজার টাকা জরিমানা আদায় করা হয়। এরপর মেসার্স শিখা ফার্মেসিতে ৩০ টাকার সিরাপ ৫০ টাকা বিক্রির অপরাধে মামলা দিয়ে ৫ হাজার টাকা জরিমানা আদায় করা হয়। অভিযানকালে আইন শৃঙ্খলা বাহিনীর সদস্যরা উপস্থিত ছিলেন। — [35, 997, 247, 1042]
story-headline: ডাচদের হারিয়ে আশা — [63, 716, 219, 738]
story-body: ব্যাহত করতে রাশিয়ার কর্মকান্ডের ফলে দুনিয়াজুড়ে খাবারের জন্য মানুষের ব্যয় বাড়বে কিংবা ক্ষুধার্ত মানুষের সংখ্যা বাড়বে। এর আগে শনিবার ইউক্রেনের কৃষ্ণসাগর উপকূলের বন্দর থেকে খাদ্যশস্য রপ্তানির চুক্তি স্থগিতের ঘোষণা দেয় রাশিয়া। কৃষ্ণসাগরে ক্রিমিয়া অঞ্চলের সেবাস্তোপোলে ড্রোন হামলার পর এই ঘোষণা দেয় রুশ প্রতিরক্ষা মন্ত্রণালয়। বিশ্বের খাদ্য সরবরাহ সহজ করার উদ্দেশে জাতিসংঘ ও তুরস্কের মধ্যস্থতায় প্রাথমিকভাবে তিন মাসের জন্য ওই চুক্তি স্বাক্ষর হয়েছিল। এর আওতায় নিজ দেশের কৃষ্ণসাগর উপকূলের বন্দর দিয়ে বিশ্বের — [474, 1216, 660, 1279]
lead-text: (ঢোল))। এই তিন প্রার্থীর মধ্যে হাড্ডাহাড্ডি লড়াই হবে। এই ইউনিয়নে মোট ভোটার সংখ্যা ১৮ হাজার ৩৭৫ জন। পাচগ্রাম ইউনিয়নে চেয়ারম্যান পদে বাদশা মোল্যা(ঘোড়া) সাইফুল ইসলাম (চশমা),অশিক বিল্লাহ (মোটরসাইকেল) এবং বোরহান কবির (আনারস) এই চার জনের মধ্যে ভোট যুদ্ধ হবে। ইউনিয়নে মোট ভোটার ৬ হাজার ৫৪৪ জন। পিরোলী ইউনিয়নের সাবেক চেয়ারম্যান মো.আনিসুল ইসলাম বলেন,একটি পরিবারের অভিভাবক হচ্ছে বাবা-মা। সেই বাবা-মা নষ্ট চরিত্রের মানুষ হলে তার পরিবারের সদস্যরাও নষ্ট হয়ে যায়। তেমনি অবস্থা হয়েছে আমাদের পিরোলী ইউনিয়নের। তিনি বলেন,মাদক-সন্ত্রাস আর শয়তান বজ্জাতে ভরে গেছে ইউনিয়ন। ইউনিয়নের জনগণ আমাকে নির্বাচিত করলে সন্ত্রাস,মাদক এবং শয়তানের আখড়া ভেঙ্গে দিয়ে সুন্দর পরিচ্ছন্ন এবং ডিজিটাল ইউনিয়ন গড়ে তোলার চেষ্টা করবো। ইউনিয়নের সাবেক চেয়ারম্যান জারজিস মোল্যা বলেন,চেয়ারম্যান থাকাকালীন ইউনিয়নের রাস্তা-ঘাট,কালভার্টসহ বিভিন্ন স্থান উন্নয়নমূলক কাজ করেছি। একটি কুচক্রিমহল আমার পেছনে লেগে কাজে বাধাগ্রস্থ করেছে। ইউনিয়নের যতটুকু উন্নতি করেছি আগামিতে ইউনিয়নের মানুষের জন্য সুন্দর এবং বাসযোগ্য ইউনিয়ন গড়ে তুলবো। সজিব মোল্যা বলেন,আমি ইউপি সদস্য ছিলাম। একজন মানুষ হিসেবে এবং ইউপি সদস্য হিসেবে যেটুকু কাজ করা দরকার আমি তা করি তার চেয়ে বেশি করেছি। নির্বাচিত হলে বাসযোগ্য ইউনিয়ন গড়ে ইউনিয়নের মানুষকে আলোকিত পথ দেখাবো। — [394, 295, 528, 535]
story-headline: খাদ্য শস্যকে অস্ত্র — [516, 1194, 618, 1213]
